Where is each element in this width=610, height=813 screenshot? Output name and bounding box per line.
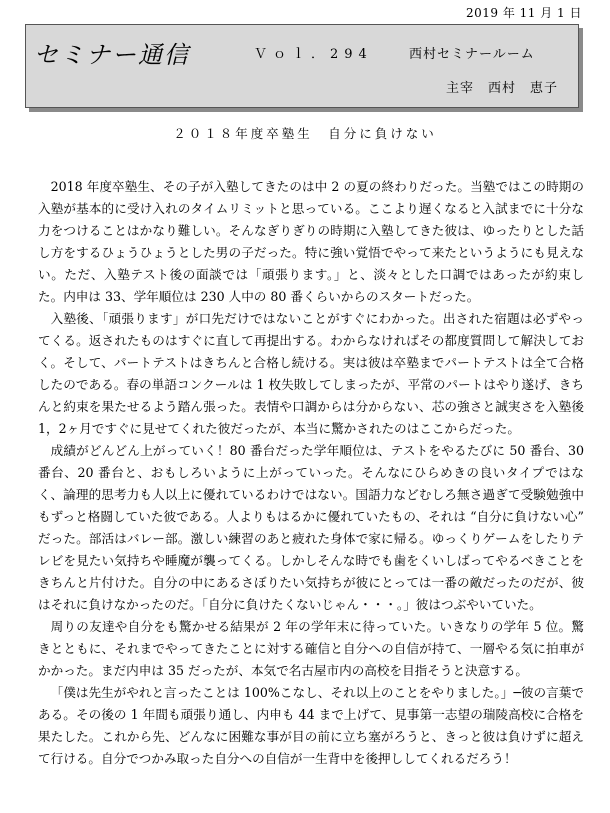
paragraph: 周りの友達や自分をも驚かせる結果が 2 年の学年末に待っていた。いきなりの学年 5 位。驚きとともに、それまでやってきたことに対する確信と自分への自信が持て、一層やる気に拍車がかかった。まだ内申は 35 だったが、本気で名古屋市内の高校を目指そうと決意する。: [38, 619, 584, 678]
article-title: ２０１８年度卒塾生 自分に負けない: [173, 126, 437, 141]
newsletter-title: セミナー通信: [34, 41, 190, 69]
paragraph: 「僕は先生がやれと言ったことは 100%こなし、それ以上のことをやりました。」─彼の言葉である。その後の 1 年間も頑張り通し、内申も 44 まで上げて、見事第一志望の瑞陵高校に合格を果たした。これから先、どんなに困難な事が目の前に立ち塞がろうと、きっと彼は負けずに超えて行ける。自分でつかみ取った自分への自信が一生背中を後押ししてくれるだろう！: [38, 685, 584, 766]
issue-date: 2019 年 11 月 1 日: [465, 6, 582, 20]
newsletter-header: [25, 24, 579, 108]
volume-number: Ｖｏｌ．294: [254, 47, 373, 62]
paragraph: 2018 年度卒塾生、その子が入塾してきたのは中 2 の夏の終わりだった。当塾ではこの時期の入塾が基本的に受け入れのタイムリミットと思っている。ここより遅くなると入試までに十分な力をつけることはかなり難しい。そんなぎりぎりの時期に入塾してきた彼は、ゆったりとした話し方をするひょうひょうとした男の子だった。特に強い覚悟でやって来たというようにも見えない。ただ、入塾テスト後の面談では「頑張ります。」と、淡々とした口調ではあったが約束した。内申は 33、学年順位は 230 人中の 80 番くらいからのスタートだった。: [38, 179, 584, 304]
paragraph: 成績がどんどん上がっていく！80 番台だった学年順位は、テストをやるたびに 50 番台、30 番台、20 番台と、おもしろいように上がっていった。そんなにひらめきの良いタイプではなく、論理的思考力も人以上に優れているわけではない。国語力などむしろ無さ過ぎて受験勉強中もずっと格闘していた彼である。人よりもはるかに優れていたもの、それは “自分に負けない心” だった。部活はバレー部。激しい練習のあと疲れた身体で家に帰る。ゆっくりゲームをしたりテレビを見たい気持ちや睡魔が襲ってくる。しかしそんな時でも歯をくいしばってやるべきことをきちんと片付けた。自分の中にあるさぼりたい気持ちが彼にとっては一番の敵だったのだが、彼はそれに負けなかったのだ。「自分に負けたくないじゃん・・・。」彼はつぶやいていた。: [38, 443, 584, 612]
organization-name: 西村セミナールーム: [409, 47, 535, 62]
paragraph: 入塾後、「頑張ります」が口先だけではないことがすぐにわかった。出された宿題は必ずやってくる。返されたものはすぐに直して再提出する。わからなければその都度質問して解決しておく。そして、パートテストはきちんと合格し続ける。実は彼は卒塾までパートテストは全て合格したのである。春の単語コンクールは 1 枚失敗してしまったが、平常のパートはやり遂げ、きちんと約束を果たせるよう踏ん張った。表情や口調からは分からない、芯の強さと誠実さを入塾後 1，2ヶ月ですぐに見せてくれた彼だったが、本当に驚かされたのはここからだった。: [38, 311, 584, 436]
article-body: [38, 176, 584, 770]
owner-name: 主宰 西村 恵子: [446, 81, 559, 96]
